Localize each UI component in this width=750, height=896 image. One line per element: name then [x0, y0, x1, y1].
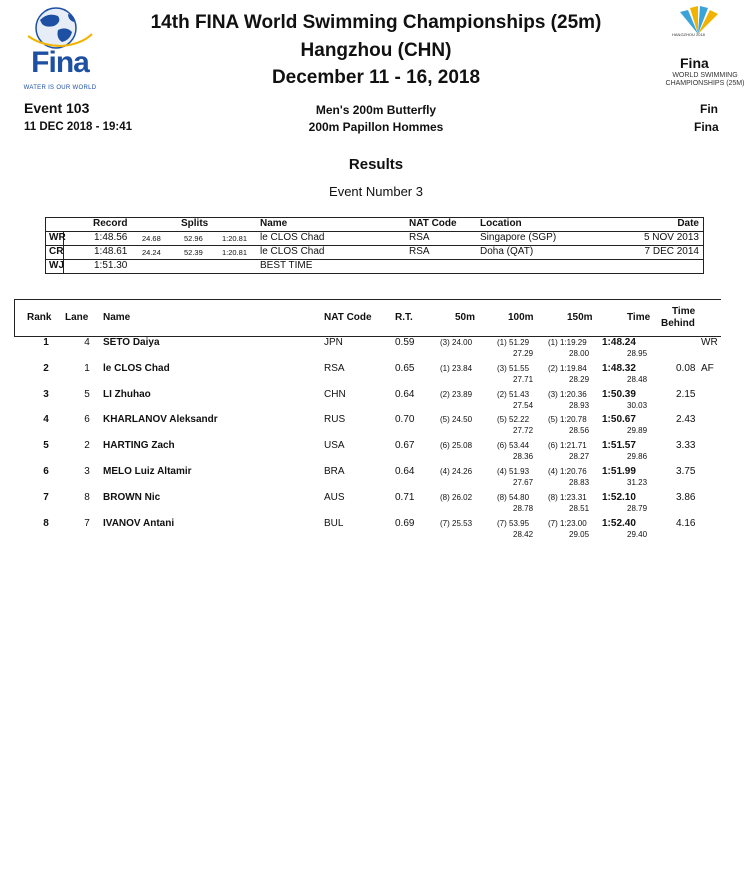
- split-100m: (7) 53.95: [497, 518, 530, 528]
- lane-cell: 7: [84, 517, 90, 529]
- time-behind: 4.16: [676, 517, 696, 529]
- split-50m: (5) 24.50: [440, 415, 473, 425]
- hangzhou-logo-caption: HANGZHOU 2018: [672, 32, 705, 37]
- split-50m: (3) 24.00: [440, 338, 473, 347]
- time-behind: 2.43: [676, 414, 696, 426]
- header-time: Time: [627, 312, 651, 323]
- final-time: 1:52.40: [602, 517, 636, 529]
- split-150m-lap: 28.00: [569, 349, 590, 358]
- split-150m-lap: 28.83: [569, 478, 590, 487]
- right-cut-label-2: Fina: [694, 120, 719, 134]
- time-behind: 2.15: [676, 388, 696, 400]
- split-100m-lap: 27.72: [513, 426, 534, 436]
- nat-cell: BUL: [324, 517, 344, 529]
- header-behind-2: Behind: [661, 318, 695, 329]
- split-100m: (8) 54.80: [497, 492, 530, 502]
- split-50m: (4) 24.26: [440, 467, 473, 476]
- split-150m-lap: 28.56: [569, 426, 590, 436]
- rank-cell: 3: [43, 388, 49, 400]
- nat-cell: BRA: [324, 466, 345, 477]
- records-header-location: Location: [480, 218, 522, 229]
- final-time: 1:48.24: [602, 337, 636, 348]
- split-100m: (6) 53.44: [497, 441, 530, 451]
- final-lap: 28.48: [627, 374, 648, 384]
- final-lap: 30.03: [627, 400, 648, 410]
- records-header-record: Record: [93, 218, 128, 229]
- right-cut-label-1: Fin: [700, 102, 718, 116]
- split-150m-lap: 28.29: [569, 374, 590, 384]
- record-time: 1:48.61: [94, 246, 128, 257]
- nat-cell: JPN: [324, 337, 343, 348]
- final-time: 1:51.99: [602, 466, 636, 477]
- time-behind: 3.33: [676, 440, 696, 452]
- nat-cell: RSA: [324, 362, 345, 374]
- athlete-name: LI Zhuhao: [103, 388, 151, 400]
- event-number: Event Number 3: [329, 184, 423, 199]
- header-100m: 100m: [508, 312, 534, 323]
- rank-cell: 7: [43, 491, 49, 503]
- header-behind-1: Time: [672, 306, 696, 317]
- event-code: Event 103: [24, 100, 90, 116]
- fina-logo-tagline: WATER IS OUR WORLD: [23, 85, 97, 91]
- split-100m: (2) 51.43: [497, 389, 530, 399]
- rank-cell: 2: [43, 362, 49, 374]
- record-location: Singapore (SGP): [480, 232, 557, 243]
- header-50m: 50m: [455, 312, 476, 323]
- athlete-name: SETO Daiya: [103, 337, 160, 348]
- record-nat: RSA: [409, 246, 430, 257]
- reaction-time: 0.59: [395, 337, 415, 348]
- hangzhou-logo: [650, 0, 745, 110]
- table-row: [14, 412, 734, 438]
- final-lap: 29.89: [627, 426, 648, 436]
- athlete-name: HARTING Zach: [103, 440, 175, 452]
- split-100m-lap: 27.54: [513, 400, 534, 410]
- record-note: WR: [701, 337, 718, 348]
- header-nat: NAT Code: [324, 312, 372, 323]
- rank-cell: 1: [43, 337, 49, 348]
- event-name-fr: 200m Papillon Hommes: [308, 120, 444, 134]
- fan-icon: [668, 4, 728, 44]
- athlete-name: BROWN Nic: [103, 491, 161, 503]
- fina-logo-text: Fina: [31, 46, 89, 79]
- split-150m: (3) 1:20.36: [548, 389, 587, 399]
- table-row: [14, 387, 734, 413]
- final-lap: 28.95: [627, 349, 648, 358]
- time-behind: 0.08: [676, 362, 696, 374]
- table-row: [14, 361, 734, 387]
- split-150m: (8) 1:23.31: [548, 492, 587, 502]
- championship-dates: December 11 - 16, 2018: [271, 67, 481, 88]
- table-row: [14, 438, 734, 464]
- record-location: Doha (QAT): [480, 246, 534, 257]
- final-lap: 31.23: [627, 478, 648, 487]
- header-name: Name: [103, 312, 131, 323]
- event-name-en: Men's 200m Butterfly: [315, 103, 437, 117]
- final-time: 1:48.32: [602, 362, 636, 374]
- time-behind: 3.75: [676, 466, 696, 477]
- time-behind: 3.86: [676, 491, 696, 503]
- hangzhou-logo-text: Fina: [680, 55, 709, 71]
- split-100m-lap: 27.67: [513, 478, 534, 487]
- split-150m: (7) 1:23.00: [548, 518, 587, 528]
- split-150m: (1) 1:19.29: [548, 338, 587, 347]
- final-lap: 28.79: [627, 503, 648, 513]
- split-150m: (4) 1:20.76: [548, 467, 587, 476]
- reaction-time: 0.70: [395, 414, 415, 426]
- records-header-date: Date: [677, 218, 699, 229]
- record-type: WR: [49, 232, 66, 243]
- split-100m: (4) 51.93: [497, 467, 530, 476]
- championship-venue: Hangzhou (CHN): [300, 40, 452, 61]
- final-lap: 29.40: [627, 529, 648, 539]
- split-50m: (1) 23.84: [440, 363, 473, 373]
- athlete-name: MELO Luiz Altamir: [103, 466, 192, 477]
- championship-title: 14th FINA World Swimming Championships (25m): [150, 12, 602, 33]
- split-50m: (8) 26.02: [440, 492, 473, 502]
- records-table: [45, 217, 704, 274]
- final-time: 1:50.39: [602, 388, 636, 400]
- table-row: [14, 464, 734, 490]
- fina-logo: [22, 6, 98, 92]
- table-row: [14, 516, 734, 542]
- nat-cell: USA: [324, 440, 345, 452]
- record-nat: RSA: [409, 232, 430, 243]
- split-50m: (6) 25.08: [440, 441, 473, 451]
- final-time: 1:52.10: [602, 491, 636, 503]
- split-150m: (5) 1:20.78: [548, 415, 587, 425]
- reaction-time: 0.64: [395, 466, 415, 477]
- nat-cell: CHN: [324, 388, 346, 400]
- split-100m-lap: 27.71: [513, 374, 534, 384]
- table-row: [14, 490, 734, 516]
- header-rank: Rank: [27, 312, 52, 323]
- rank-cell: 8: [43, 517, 49, 529]
- lane-cell: 1: [84, 362, 90, 374]
- hangzhou-logo-sub: WORLD SWIMMING CHAMPIONSHIPS (25M): [665, 72, 745, 87]
- table-row: [14, 335, 734, 361]
- split-150m-lap: 28.93: [569, 400, 590, 410]
- header-150m: 150m: [567, 312, 593, 323]
- record-holder: le CLOS Chad: [260, 232, 325, 243]
- record-split: 24.24: [142, 248, 161, 257]
- reaction-time: 0.65: [395, 362, 415, 374]
- record-type: CR: [49, 246, 64, 257]
- record-date: 5 NOV 2013: [643, 232, 699, 243]
- record-date: 7 DEC 2014: [644, 246, 699, 257]
- split-150m-lap: 28.27: [569, 452, 590, 462]
- reaction-time: 0.69: [395, 517, 415, 529]
- athlete-name: KHARLANOV Aleksandr: [103, 414, 218, 426]
- record-split: 1:20.81: [222, 248, 248, 257]
- split-100m-lap: 28.42: [513, 529, 534, 539]
- nat-cell: RUS: [324, 414, 346, 426]
- record-time: 1:48.56: [94, 232, 128, 243]
- split-150m-lap: 28.51: [569, 503, 590, 513]
- records-header-nat: NAT Code: [409, 218, 457, 229]
- header-rt: R.T.: [395, 312, 413, 323]
- record-time: 1:51.30: [94, 260, 128, 271]
- record-split: 24.68: [142, 234, 161, 243]
- lane-cell: 2: [84, 440, 90, 452]
- lane-cell: 6: [84, 414, 90, 426]
- lane-cell: 3: [84, 466, 90, 477]
- records-header-splits: Splits: [181, 218, 209, 229]
- split-100m-lap: 27.29: [513, 349, 534, 358]
- split-100m: (1) 51.29: [497, 338, 530, 347]
- record-type: WJ: [49, 260, 64, 271]
- split-50m: (2) 23.89: [440, 389, 473, 399]
- rank-cell: 6: [43, 466, 49, 477]
- event-datetime: 11 DEC 2018 - 19:41: [24, 121, 133, 133]
- record-note: AF: [701, 362, 714, 374]
- record-split: 52.39: [184, 248, 203, 257]
- final-time: 1:51.57: [602, 440, 636, 452]
- record-split: 1:20.81: [222, 234, 248, 243]
- header-lane: Lane: [65, 312, 89, 323]
- reaction-time: 0.71: [395, 491, 415, 503]
- athlete-name: le CLOS Chad: [103, 362, 170, 374]
- record-holder: BEST TIME: [260, 260, 313, 271]
- reaction-time: 0.67: [395, 440, 415, 452]
- split-100m: (5) 52.22: [497, 415, 530, 425]
- split-150m: (6) 1:21.71: [548, 441, 587, 451]
- split-50m: (7) 25.53: [440, 518, 473, 528]
- split-100m-lap: 28.36: [513, 452, 534, 462]
- split-100m: (3) 51.55: [497, 363, 530, 373]
- lane-cell: 8: [84, 491, 90, 503]
- nat-cell: AUS: [324, 491, 345, 503]
- reaction-time: 0.64: [395, 388, 415, 400]
- rank-cell: 4: [43, 414, 49, 426]
- record-split: 52.96: [184, 234, 203, 243]
- lane-cell: 4: [84, 337, 90, 348]
- split-100m-lap: 28.78: [513, 503, 534, 513]
- records-header-name: Name: [260, 218, 288, 229]
- rank-cell: 5: [43, 440, 49, 452]
- final-lap: 29.86: [627, 452, 648, 462]
- record-holder: le CLOS Chad: [260, 246, 325, 257]
- split-150m: (2) 1:19.84: [548, 363, 587, 373]
- results-title: Results: [348, 156, 404, 173]
- athlete-name: IVANOV Antani: [103, 517, 175, 529]
- final-time: 1:50.67: [602, 414, 636, 426]
- lane-cell: 5: [84, 388, 90, 400]
- split-150m-lap: 29.05: [569, 529, 590, 539]
